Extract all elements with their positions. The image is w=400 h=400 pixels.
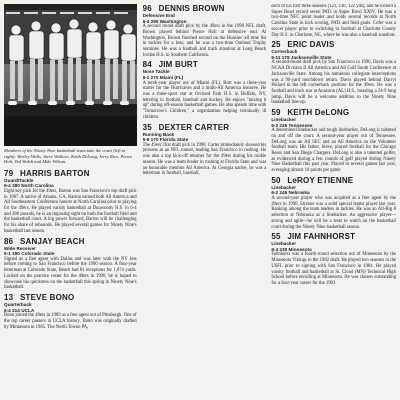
player-name: STEVE BONO [20, 293, 75, 302]
player-stats: 6-1 190 Colorado State [4, 251, 55, 257]
player-position: Linebacker [271, 241, 297, 247]
player-name: ERIC DAVIS [287, 40, 335, 50]
photo-caption: Members of the Ninety Nine basketball team take the court (left to right): Wesley Walls, Steve Wallace, Keith DeLong, Jerry Rice, Pierce Holt, Ted Walsh and Mike Wilson. [4, 148, 133, 165]
player-stats: 6-4 214 UCLA [4, 307, 35, 313]
player-number: 13 [4, 293, 14, 302]
player-entry [4, 293, 137, 330]
player-bio: Eight key pick for the 49ers, Barton was San Francisco's top draft pick in 1987. A native of Atlanta, GA, Barton earned both All America and All Southeastern Conference honors at North Carolina prior to playing for the 49ers. He played varsity basketball at Dunwoody H.S. in 6-4 and 280 pounds, he is an imposing sight on both the football field and the basketball court. A big power forward, Barton will be challenging for his share of rebounds. He played several games for Ninety Nine's basketball last season. [4, 188, 137, 234]
player-entry [271, 108, 396, 174]
player-position: Linebacker [271, 184, 297, 190]
player-bio: A tenth-year player out of Miami (FL), Burt was a three-year starter for the Hurricanes and a multi-All America honoree. He was a three-sport star at Orchard Park H.S. in Buffalo, NY, lettering in football, baseball and hockey. He enjoys "mixing it up" during off-season basketball games. He also spends time with "Tomorrow's Children," a organization helping terminally ill children. [142, 80, 267, 120]
player-number: 50 [271, 175, 281, 185]
player-name: SANJAY BEACH [20, 236, 85, 246]
player-bio: Signed as a free agent with Dallas and was later with the NY Jets before coming to San Francisco before the 1990 season. A four-year letterman at Colorado State, Beach had 81 receptions for 1,074 yards. Looked on the practice roster for the 49ers in 1990, he is hoped to showcase his quickness on the basketball this spring in Ninety Nine's basketball. [4, 256, 137, 291]
player-position: Wide Receiver [4, 245, 37, 251]
player-number: 79 [4, 168, 14, 178]
player-position: Guard/Tackle [4, 177, 34, 183]
player-name: DEXTER CARTER [158, 122, 230, 132]
player-stats: 6-2 245 Nebraska [271, 190, 310, 196]
player-name: HARRIS BARTON [20, 168, 90, 178]
player-heading [4, 293, 137, 302]
player-position: Quarterback [4, 302, 32, 307]
player-heading [143, 123, 267, 132]
player-position: Linebacker [271, 117, 297, 123]
player-stats: 6-2 235 Tennessee [271, 122, 313, 128]
player-bio: Fahnhorst was a fourth-round selection out of Minnesota by the Minnesota Vikings in the 1982 draft. He played two seasons in the USFL prior to signing with San Francisco in 1984. He played varsity football and basketball at St. Cloud (MN) Technical High School before enrolling at Minnesota. He was chosen outstanding for a four-year career for the 1983 [271, 252, 396, 286]
player-name: KEITH DeLONG [287, 108, 350, 118]
player-bio: The 49ers' first draft pick in 1990, Carter immediately showed his prowess as an NFL runner, leading San Francisco in rushing. He was also a top kick-off returner for the 49ers during his rookie season. He was a team leader in rushing at Florida State and was an honorable mention All America. At Georgia native, he was a letterman in football, baseball, [142, 142, 267, 177]
player-entry [143, 60, 267, 120]
player-entry [271, 176, 396, 230]
player-number: 86 [4, 236, 14, 246]
player-stats: 6-1 270 Miami (FL) [142, 75, 184, 80]
team-photo-image [4, 4, 137, 146]
right-column [271, 4, 396, 400]
player-name: DENNIS BROWN [158, 4, 225, 13]
player-entry [4, 237, 137, 291]
middle-column [143, 4, 267, 400]
player-number: 55 [271, 232, 281, 242]
player-heading [271, 176, 396, 185]
player-number: 35 [142, 122, 152, 132]
player-number: 25 [271, 40, 281, 50]
player-heading [271, 232, 396, 241]
player-bio: A determined linebacker and tough linebacker, DeLong is talented on and off the court. A second-year player out of Tennessee, DeLong was an All SEC and an All America on the Volunteer football team. His father, Steve, played football for the Chicago Bears and San Diego Chargers. DeLong is also a talented golfer, as evidenced during a few rounds of golf played during Ninety Nine Basketball this past year. Played in several games last year, averaging almost 10 points per game. [271, 128, 396, 174]
player-name: JIM BURT [158, 60, 198, 70]
player-stats: 5-11 178 Jacksonville State [271, 54, 332, 60]
player-heading [4, 237, 137, 246]
player-name: LeROY ETIENNE [287, 175, 354, 185]
continued-bio: each of his first three seasons (121, 136, 122 yds), and he kicked a Super Bowl record seven PATs in Super Bowl XXIV. He was a two-time NFC point leader and holds several records at North Carolina State in kick scoring, PATs and field goals. Cofer was a soccer player prior to switching to football at Charlotte County Day H.S. in Charlotte, NC, where he was also a baseball standout. [271, 4, 396, 38]
player-bio: A second round draft pick by the 49ers in the 1990 NFL draft, Brown played behind Pierce Holt at defensive end. At Washington, Brown finished second on the Huskies' all time list in tackles for a loss, and he was a two-time Outland Trophy nominee. He was a football and track standout at Long Beach Jordan H.S. in Southern California. [142, 24, 267, 58]
player-stats: 6-4 280 North Carolina [4, 183, 54, 189]
player-number: 84 [142, 60, 152, 70]
player-number: 59 [271, 108, 281, 118]
player-stats: 5-9 170 Florida State [142, 137, 189, 143]
player-bio: Bono joined the 49ers in 1989 as a free agent out of Pittsburgh. One of the top career passers in UCLA history, Bono was originally drafted by Minnesota in 1985. The North Towne PA, [4, 313, 137, 330]
left-column [4, 4, 137, 400]
player-heading [271, 108, 396, 117]
player-position: Cornerback [271, 49, 298, 55]
player-position: Defensive End [142, 13, 175, 18]
player-position: Nose Tackle [142, 69, 170, 75]
player-stats: 6-4 230 Minnesota [271, 246, 312, 252]
player-position: Running Back [142, 131, 175, 137]
player-entry [271, 40, 396, 106]
player-heading [271, 40, 396, 49]
player-number: 96 [142, 4, 152, 13]
player-heading [4, 169, 137, 178]
player-entry [143, 123, 267, 177]
player-bio: A second-round draft pick by San Francisco in 1990, Davis was a NCAA Division II All America and All Gulf South Conference at Jacksonville State. Among his numerous collegiate interceptions was a 90-yard touchdown return. Davis played behind Darryl Pollard in the left cornerback position for the 49ers. He was a football and track star at Anniston (AL) H.S., boasting a 24-9 long jump. Davis will be a welcome addition to the Ninety Nine basketball line-up. [271, 60, 396, 106]
player-entry [4, 169, 137, 235]
player-heading [143, 60, 267, 69]
player-stats: 6-4 290 Washington [142, 18, 187, 24]
team-photo [4, 4, 137, 146]
player-entry [271, 232, 396, 286]
player-bio: A second-year player who was acquired as a free agent by the 49ers in 1990, Etienne was a solid special teams player last year. Ranking among the team leaders in tackles. He was an All-Big 8 selection at Nebraska as a linebacker. An aggressive player—strong and agile—he will be a treat to watch on the basketball court during the Ninety Nine basketball season. [271, 196, 396, 230]
player-name: JIM FAHNHORST [287, 232, 356, 242]
player-heading [143, 4, 267, 13]
player-entry [143, 4, 267, 58]
